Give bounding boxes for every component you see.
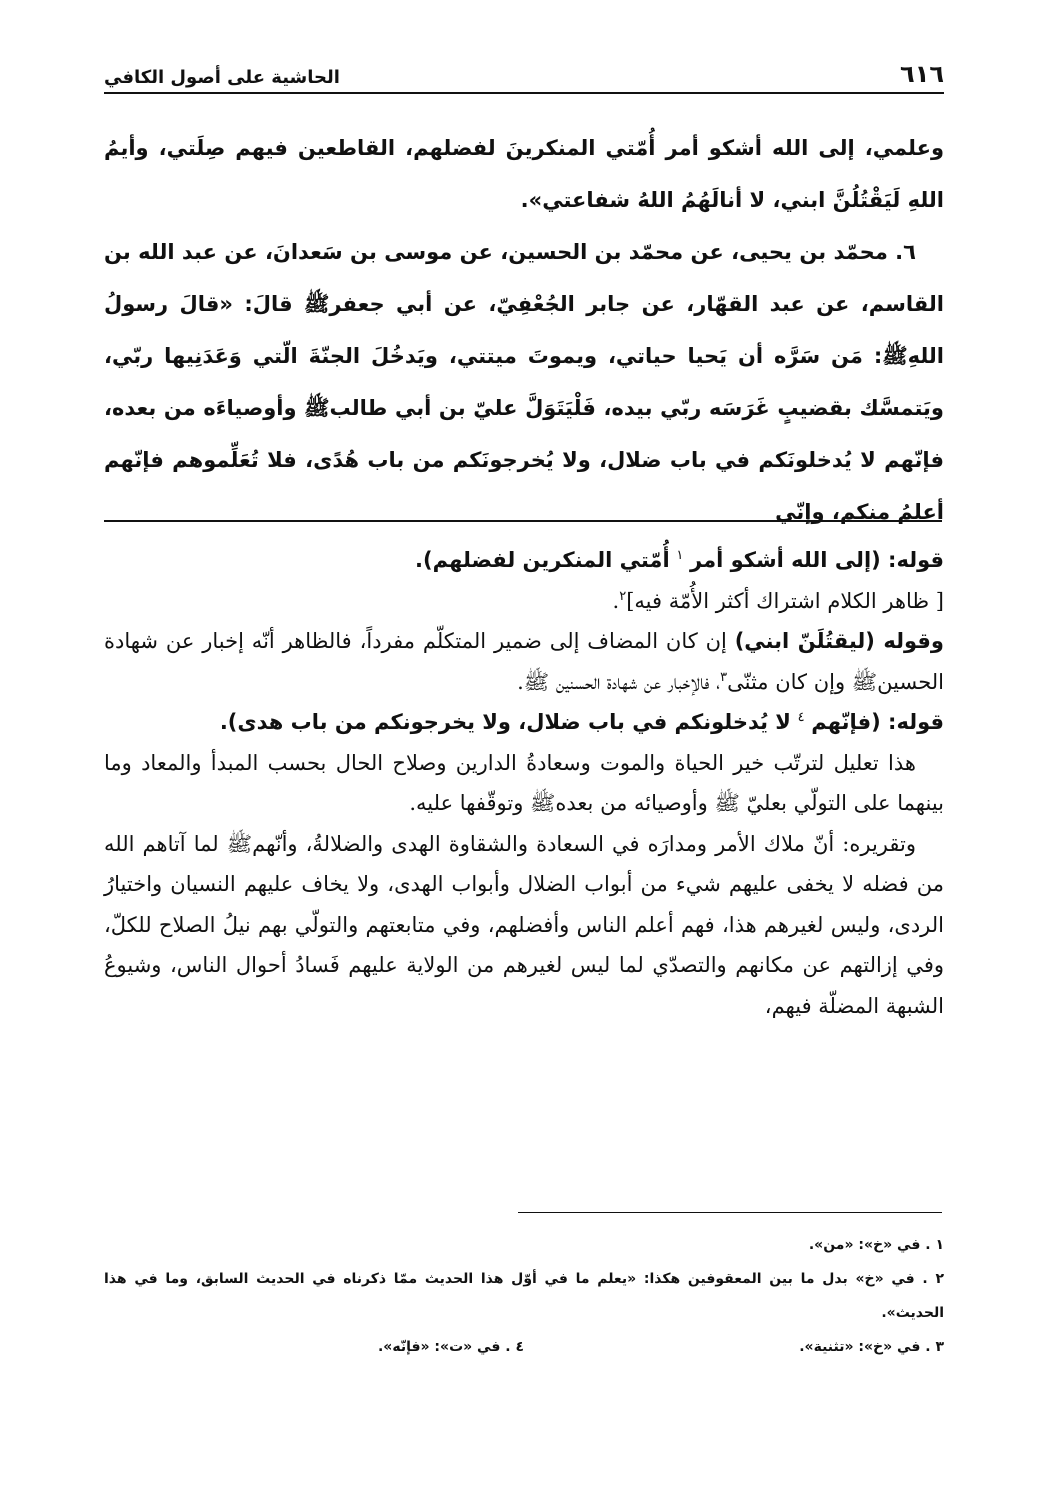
commentary-text-end: ، فالإخبار عن شهادة الحسنين ﷺ. (517, 669, 721, 694)
section-divider (104, 520, 942, 522)
commentary-paragraph-3: هذا تعليل لترتّب خير الحياة والموت وسعادةُ الدارين وصلاح الحال بحسب المبدأ والمعاد وما بينهما على التولّي بعليّ ﷺ وأوصيائه من بعدهﷺ وتوقّفها عليه. (104, 750, 944, 815)
commentary-text: إن كان المضاف إلى ضمير المتكلّم مفرداً، فالظاهر أنّه إخبار عن شهادة الحسينﷺ وإن كان مثنّى (104, 629, 944, 694)
commentary-paragraph-4: وتقريره: أنّ ملاك الأمر ومدارَه في السعادة والشقاوة الهدى والضلالةُ، وأنّهمﷺ لما آتاهم الله من فضله لا يخفى عليهم شيء من أبواب الضلال وأبواب الهدى، ولا يخاف عليهم النسيان واختيارُ الردى، وليس لغيرهم هذا، فهم أعلم الناس وأفضلهم، وفي متابعتهم والتولّي بهم نيلُ الصلاح للكلّ، وفي إزالتهم عن مكانهم والتصدّي لما ليس لغيرهم من الولاية عليهم فَسادُ أحوال الناس، وشيوعُ الشبهة المضلّة فيهم، (104, 831, 944, 1018)
footnotes (104, 1228, 944, 1364)
footnote-rule (518, 1212, 942, 1213)
commentary (104, 540, 944, 1026)
commentary-quote: أُمّتي المنكرين لفضلهم). (415, 548, 670, 572)
commentary-heading-1 (104, 540, 944, 581)
commentary-text: [ ظاهر الكلام اشتراك أكثر الأُمّة فيه] (626, 588, 944, 613)
running-title: الحاشية على أصول الكافي (104, 67, 340, 88)
footnote-3: ٣ . في «خ»: «تثنية». (799, 1339, 944, 1355)
footnote-ref[interactable]: ١ (676, 548, 684, 563)
commentary-paragraph-1 (104, 581, 944, 622)
commentary-heading-3 (104, 702, 944, 743)
commentary-label: وقوله (ليقتُلَنّ ابني) (734, 629, 944, 653)
hadith-paragraph-2: ٦. محمّد بن يحيى، عن محمّد بن الحسين، عن موسى بن سَعدانَ، عن عبد الله بن القاسم، عن عبد القهّار، عن جابر الجُعْفِيّ، عن أبي جعفرﷺ قالَ: «قالَ رسولُ اللهِﷺ: مَن سَرَّه أن يَحيا حياتي، ويموتَ ميتتي، ويَدخُلَ الجنّةَ الّتي وَعَدَنِيها ربّي، ويَتمسَّك بقضيبٍ غَرَسَه ربّي بيده، فَلْيَتَوَلَّ عليّ بن أبي طالبﷺ وأوصياءَه من بعده، فإنّهم لا يُدخلونَكم في باب ضلال، ولا يُخرجونَكم من باب هُدًى، فلا تُعَلِّموهم فإنّهم أعلمُ منكم، وإنّي (104, 240, 944, 524)
page-header (104, 48, 944, 88)
footnote-1: ١ . في «خ»: «من». (808, 1237, 944, 1253)
header-rule (104, 92, 944, 94)
footnote-ref[interactable]: ٤ (797, 710, 805, 725)
commentary-quote: لا يُدخلونكم في باب ضلال، ولا يخرجونكم من باب هدى). (219, 710, 791, 734)
footnote-ref[interactable]: ٣ (720, 669, 728, 685)
commentary-paragraph-2 (104, 621, 944, 702)
hadith-text (104, 122, 944, 538)
footnote-row (104, 1330, 944, 1364)
footnote-ref[interactable]: ٢ (619, 588, 627, 604)
footnote-4: ٤ . في «ت»: «فإنّه». (377, 1339, 524, 1355)
commentary-label: قوله: (إلى الله أشكو أمر (690, 548, 944, 572)
footnote-2: ٢ . في «خ» بدل ما بين المعقوفين هكذا: «يعلم ما في أوّل هذا الحديث ممّا ذكرناه في الحديث السابق، وما في هذا الحديث». (104, 1271, 944, 1321)
page-number: ٦١٦ (900, 60, 944, 88)
hadith-paragraph-1: وعلمي، إلى الله أشكو أمر أُمّتي المنكرينَ لفضلهم، القاطعين فيهم صِلَتي، وأيمُ اللهِ لَيَقْتُلُنَّ ابني، لا أنالَهُمُ اللهُ شفاعتي». (104, 136, 944, 212)
commentary-text-end: . (612, 588, 620, 613)
commentary-label: قوله: (فإنّهم (811, 710, 944, 734)
